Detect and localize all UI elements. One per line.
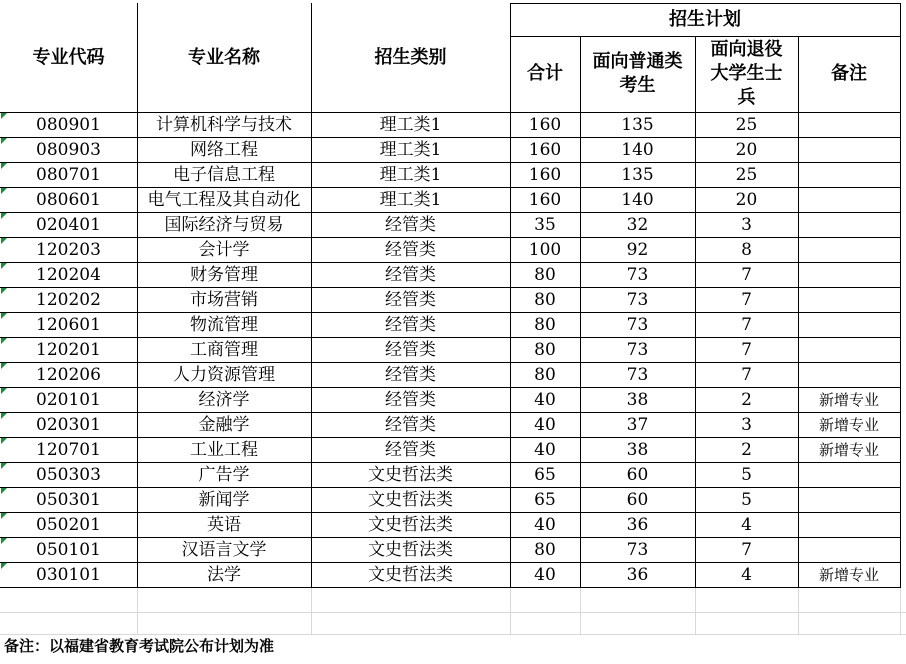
cell-flag-icon [1, 238, 7, 244]
cell-remark [798, 262, 900, 287]
cell-code: 020101 [36, 389, 101, 410]
cell-remark [798, 212, 900, 237]
gridline [798, 36, 799, 588]
cell-flag-icon [1, 213, 7, 219]
cell-veteran: 20 [735, 139, 758, 160]
footnote: 备注：以福建省教育考试院公布计划为准 [4, 637, 275, 655]
cell-veteran: 7 [741, 339, 752, 360]
cell-veteran: 4 [741, 514, 752, 535]
cell-veteran: 2 [741, 439, 752, 460]
cell-general: 73 [626, 364, 649, 385]
cell-category: 经管类 [385, 339, 436, 360]
gridline [0, 487, 900, 488]
cell-flag-icon [1, 388, 7, 394]
cell-code: 050201 [36, 514, 101, 535]
cell-name: 网络工程 [190, 139, 258, 160]
cell-flag-icon [1, 538, 7, 544]
cell-category: 经管类 [385, 239, 436, 260]
cell-flag-icon [1, 463, 7, 469]
cell-general: 140 [621, 189, 654, 210]
gridline [0, 262, 900, 263]
cell-category: 理工类1 [379, 139, 442, 160]
header-general: 面向普通类考生 [592, 51, 683, 96]
cell-name: 市场营销 [190, 289, 258, 310]
cell-name: 汉语言文学 [181, 539, 267, 560]
cell-category: 理工类1 [379, 114, 442, 135]
cell-remark [798, 537, 900, 562]
cell-veteran: 7 [741, 264, 752, 285]
cell-remark: 新增专业 [818, 415, 879, 434]
cell-code: 120201 [36, 339, 101, 360]
cell-name: 英语 [207, 514, 241, 535]
cell-code: 120601 [36, 314, 101, 335]
cell-remark [798, 162, 900, 187]
cell-flag-icon [1, 113, 7, 119]
cell-category: 经管类 [385, 439, 436, 460]
cell-remark [798, 287, 900, 312]
cell-remark [798, 312, 900, 337]
cell-flag-icon [1, 363, 7, 369]
gridline [510, 36, 900, 37]
cell-total: 80 [534, 364, 556, 385]
gridline [0, 537, 900, 538]
cell-total: 40 [534, 564, 556, 585]
cell-code: 080701 [36, 164, 101, 185]
empty-gridline [580, 587, 581, 634]
cell-code: 080901 [36, 114, 101, 135]
gridline [695, 36, 696, 588]
empty-gridline [510, 587, 511, 634]
cell-code: 120204 [36, 264, 101, 285]
cell-code: 120202 [36, 289, 101, 310]
gridline [510, 3, 900, 4]
cell-total: 65 [534, 489, 556, 510]
cell-veteran: 7 [741, 289, 752, 310]
cell-general: 73 [626, 339, 649, 360]
cell-code: 050301 [36, 489, 101, 510]
cell-general: 36 [626, 564, 649, 585]
header-category: 招生类别 [374, 46, 447, 68]
cell-code: 080601 [36, 189, 101, 210]
cell-total: 35 [534, 214, 556, 235]
cell-category: 经管类 [385, 314, 436, 335]
gridline [0, 362, 900, 363]
cell-name: 计算机科学与技术 [156, 114, 292, 135]
cell-remark [798, 362, 900, 387]
cell-code: 120203 [36, 239, 101, 260]
cell-name: 物流管理 [190, 314, 258, 335]
gridline [0, 162, 900, 163]
empty-gridline [137, 587, 138, 634]
empty-gridline [0, 612, 906, 613]
cell-code: 080903 [36, 139, 101, 160]
cell-category: 文史哲法类 [368, 489, 453, 510]
cell-total: 65 [534, 464, 556, 485]
gridline [0, 237, 900, 238]
cell-category: 文史哲法类 [368, 514, 453, 535]
cell-remark [798, 337, 900, 362]
cell-flag-icon [1, 488, 7, 494]
cell-code: 120206 [36, 364, 101, 385]
cell-code: 120701 [36, 439, 101, 460]
cell-flag-icon [1, 263, 7, 269]
cell-total: 40 [534, 439, 556, 460]
cell-total: 100 [528, 239, 562, 260]
cell-category: 理工类1 [379, 164, 442, 185]
cell-category: 经管类 [385, 289, 436, 310]
cell-remark [798, 512, 900, 537]
cell-remark: 新增专业 [818, 390, 879, 409]
cell-veteran: 7 [741, 539, 752, 560]
header-code: 专业代码 [32, 46, 105, 68]
cell-category: 理工类1 [379, 189, 442, 210]
cell-general: 60 [626, 489, 649, 510]
gridline [0, 337, 900, 338]
cell-general: 38 [626, 439, 649, 460]
cell-total: 160 [528, 164, 562, 185]
cell-category: 经管类 [385, 364, 436, 385]
cell-general: 73 [626, 264, 649, 285]
empty-gridline [311, 587, 312, 634]
gridline [580, 36, 581, 588]
header-remark: 备注 [831, 63, 867, 84]
cell-flag-icon [1, 188, 7, 194]
cell-total: 80 [534, 314, 556, 335]
cell-veteran: 3 [741, 214, 752, 235]
gridline [0, 512, 900, 513]
header-name: 专业名称 [188, 46, 260, 68]
cell-code: 020401 [36, 214, 101, 235]
cell-remark [798, 112, 900, 137]
cell-general: 135 [621, 114, 654, 135]
gridline [0, 112, 900, 113]
cell-total: 40 [534, 514, 556, 535]
cell-flag-icon [1, 163, 7, 169]
gridline [510, 3, 511, 588]
cell-total: 80 [534, 289, 556, 310]
cell-veteran: 20 [735, 189, 758, 210]
cell-veteran: 25 [735, 164, 758, 185]
cell-name: 财务管理 [190, 264, 258, 285]
gridline [311, 3, 312, 588]
cell-veteran: 7 [741, 364, 752, 385]
cell-general: 73 [626, 539, 649, 560]
gridline [137, 3, 138, 588]
gridline [0, 312, 900, 313]
gridline [0, 287, 900, 288]
cell-category: 经管类 [385, 389, 436, 410]
cell-flag-icon [1, 513, 7, 519]
cell-total: 80 [534, 339, 556, 360]
cell-remark: 新增专业 [818, 565, 879, 584]
gridline [0, 587, 900, 588]
cell-total: 160 [528, 114, 562, 135]
cell-name: 金融学 [198, 414, 250, 435]
gridline [0, 562, 900, 563]
cell-category: 文史哲法类 [368, 539, 453, 560]
cell-name: 法学 [207, 564, 241, 585]
empty-gridline [798, 587, 799, 634]
cell-general: 73 [626, 289, 649, 310]
cell-name: 电子信息工程 [173, 164, 275, 185]
cell-total: 40 [534, 414, 556, 435]
cell-total: 40 [534, 389, 556, 410]
cell-veteran: 5 [741, 464, 752, 485]
cell-flag-icon [1, 313, 7, 319]
cell-total: 80 [534, 264, 556, 285]
cell-general: 36 [626, 514, 649, 535]
gridline [900, 3, 901, 588]
cell-flag-icon [1, 563, 7, 569]
cell-total: 160 [528, 139, 562, 160]
cell-name: 电气工程及其自动化 [147, 189, 301, 210]
cell-veteran: 3 [741, 414, 752, 435]
cell-code: 030101 [36, 564, 101, 585]
gridline [0, 387, 900, 388]
cell-veteran: 25 [735, 114, 758, 135]
gridline [0, 462, 900, 463]
cell-flag-icon [1, 438, 7, 444]
cell-name: 工业工程 [190, 439, 258, 460]
cell-name: 国际经济与贸易 [164, 214, 284, 235]
header-plan: 招生计划 [669, 8, 741, 30]
cell-general: 38 [626, 389, 649, 410]
empty-gridline [0, 634, 906, 635]
cell-veteran: 2 [741, 389, 752, 410]
cell-general: 140 [621, 139, 654, 160]
cell-veteran: 7 [741, 314, 752, 335]
cell-category: 文史哲法类 [368, 464, 453, 485]
gridline [0, 212, 900, 213]
gridline [0, 137, 900, 138]
cell-total: 160 [528, 189, 562, 210]
cell-code: 050303 [36, 464, 101, 485]
cell-flag-icon [1, 138, 7, 144]
header-veteran: 面向退役大学生士兵 [710, 39, 783, 108]
cell-total: 80 [534, 539, 556, 560]
cell-general: 60 [626, 464, 649, 485]
cell-remark [798, 187, 900, 212]
cell-veteran: 4 [741, 564, 752, 585]
cell-remark [798, 237, 900, 262]
cell-category: 经管类 [385, 264, 436, 285]
cell-flag-icon [1, 288, 7, 294]
cell-name: 工商管理 [190, 339, 258, 360]
cell-veteran: 8 [741, 239, 752, 260]
cell-category: 经管类 [385, 414, 436, 435]
cell-remark [798, 487, 900, 512]
cell-category: 经管类 [385, 214, 436, 235]
cell-name: 新闻学 [198, 489, 250, 510]
cell-general: 32 [626, 214, 649, 235]
gridline [0, 412, 900, 413]
cell-veteran: 5 [741, 489, 752, 510]
empty-gridline [900, 587, 901, 634]
cell-name: 广告学 [198, 464, 250, 485]
cell-flag-icon [1, 413, 7, 419]
cell-remark: 新增专业 [818, 440, 879, 459]
cell-general: 92 [626, 239, 649, 260]
gridline [0, 187, 900, 188]
gridline [0, 437, 900, 438]
cell-general: 135 [621, 164, 654, 185]
cell-remark [798, 462, 900, 487]
cell-name: 经济学 [198, 389, 250, 410]
cell-remark [798, 137, 900, 162]
cell-general: 37 [626, 414, 649, 435]
empty-gridline [695, 587, 696, 634]
cell-code: 020301 [36, 414, 101, 435]
cell-name: 会计学 [198, 239, 250, 260]
cell-name: 人力资源管理 [173, 364, 275, 385]
cell-general: 73 [626, 314, 649, 335]
cell-code: 050101 [36, 539, 101, 560]
cell-category: 文史哲法类 [368, 564, 453, 585]
header-total: 合计 [527, 63, 563, 84]
cell-flag-icon [1, 338, 7, 344]
